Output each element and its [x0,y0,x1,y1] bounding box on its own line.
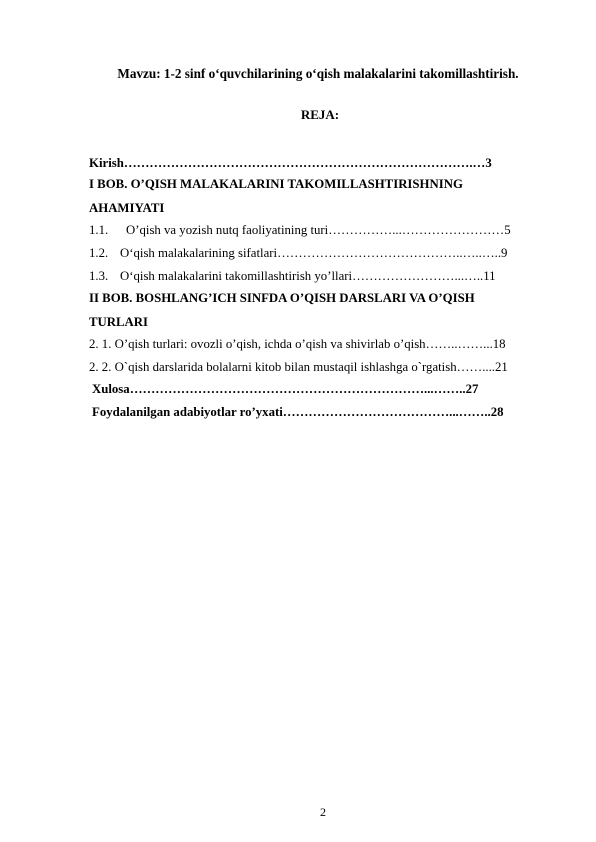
toc-entry-number: 1.2. [89,246,109,260]
toc-chapter-1-title-line-2: AHAMIYATI [89,201,165,215]
toc-entry-1-1 [89,221,557,239]
toc-entry-intro: Kirish……………………………………………………………………….…3 [89,156,492,170]
toc-entry-1-3 [89,267,557,285]
toc-entry-text: O’qish va yozish nutq faoliyatining turi……………...……………………5 [126,223,511,237]
toc-entry-conclusion: Xulosa……………………………………………………………...……..27 [92,382,479,396]
toc-entry-2-1: 2. 1. O’qish turlari: ovozli o’qish, ichda o’qish va shivirlab o’qish……..……...18 [89,337,506,351]
toc-chapter-2-title-line-2: TURLARI [89,315,149,329]
toc-entry-text: O‘qish malakalarining sifatlari……………………………………..…..…..9 [120,246,508,260]
toc-chapter-1-title-line-1: I BOB. O’QISH MALAKALARINI TAKOMILLASHTIRISHNING [89,177,463,191]
toc-chapter-2-title-line-1: II BOB. BOSHLANG’ICH SINFDA O’QISH DARSLARI VA O’QISH [89,291,475,305]
toc-entry-2-2: 2. 2. O`qish darslarida bolalarni kitob bilan mustaqil ishlashga o`rgatish……....21 [89,360,508,374]
topic-title: Mavzu: 1-2 sinf o‘quvchilarining o‘qish malakalarini takomillashtirish. [117,66,519,81]
toc-entry-text: O‘qish malakalarini takomillashtirish yo’llari……………………...…..11 [120,269,496,283]
plan-title: REJA: [300,107,340,122]
toc-entry-references: Foydalanilgan adabiyotlar ro’yxati…………………………………...……..28 [92,405,504,419]
toc-entry-number: 1.3. [89,269,109,283]
page-number: 2 [320,805,326,819]
toc-entry-number: 1.1. [89,223,109,237]
toc-entry-1-2 [89,244,557,262]
